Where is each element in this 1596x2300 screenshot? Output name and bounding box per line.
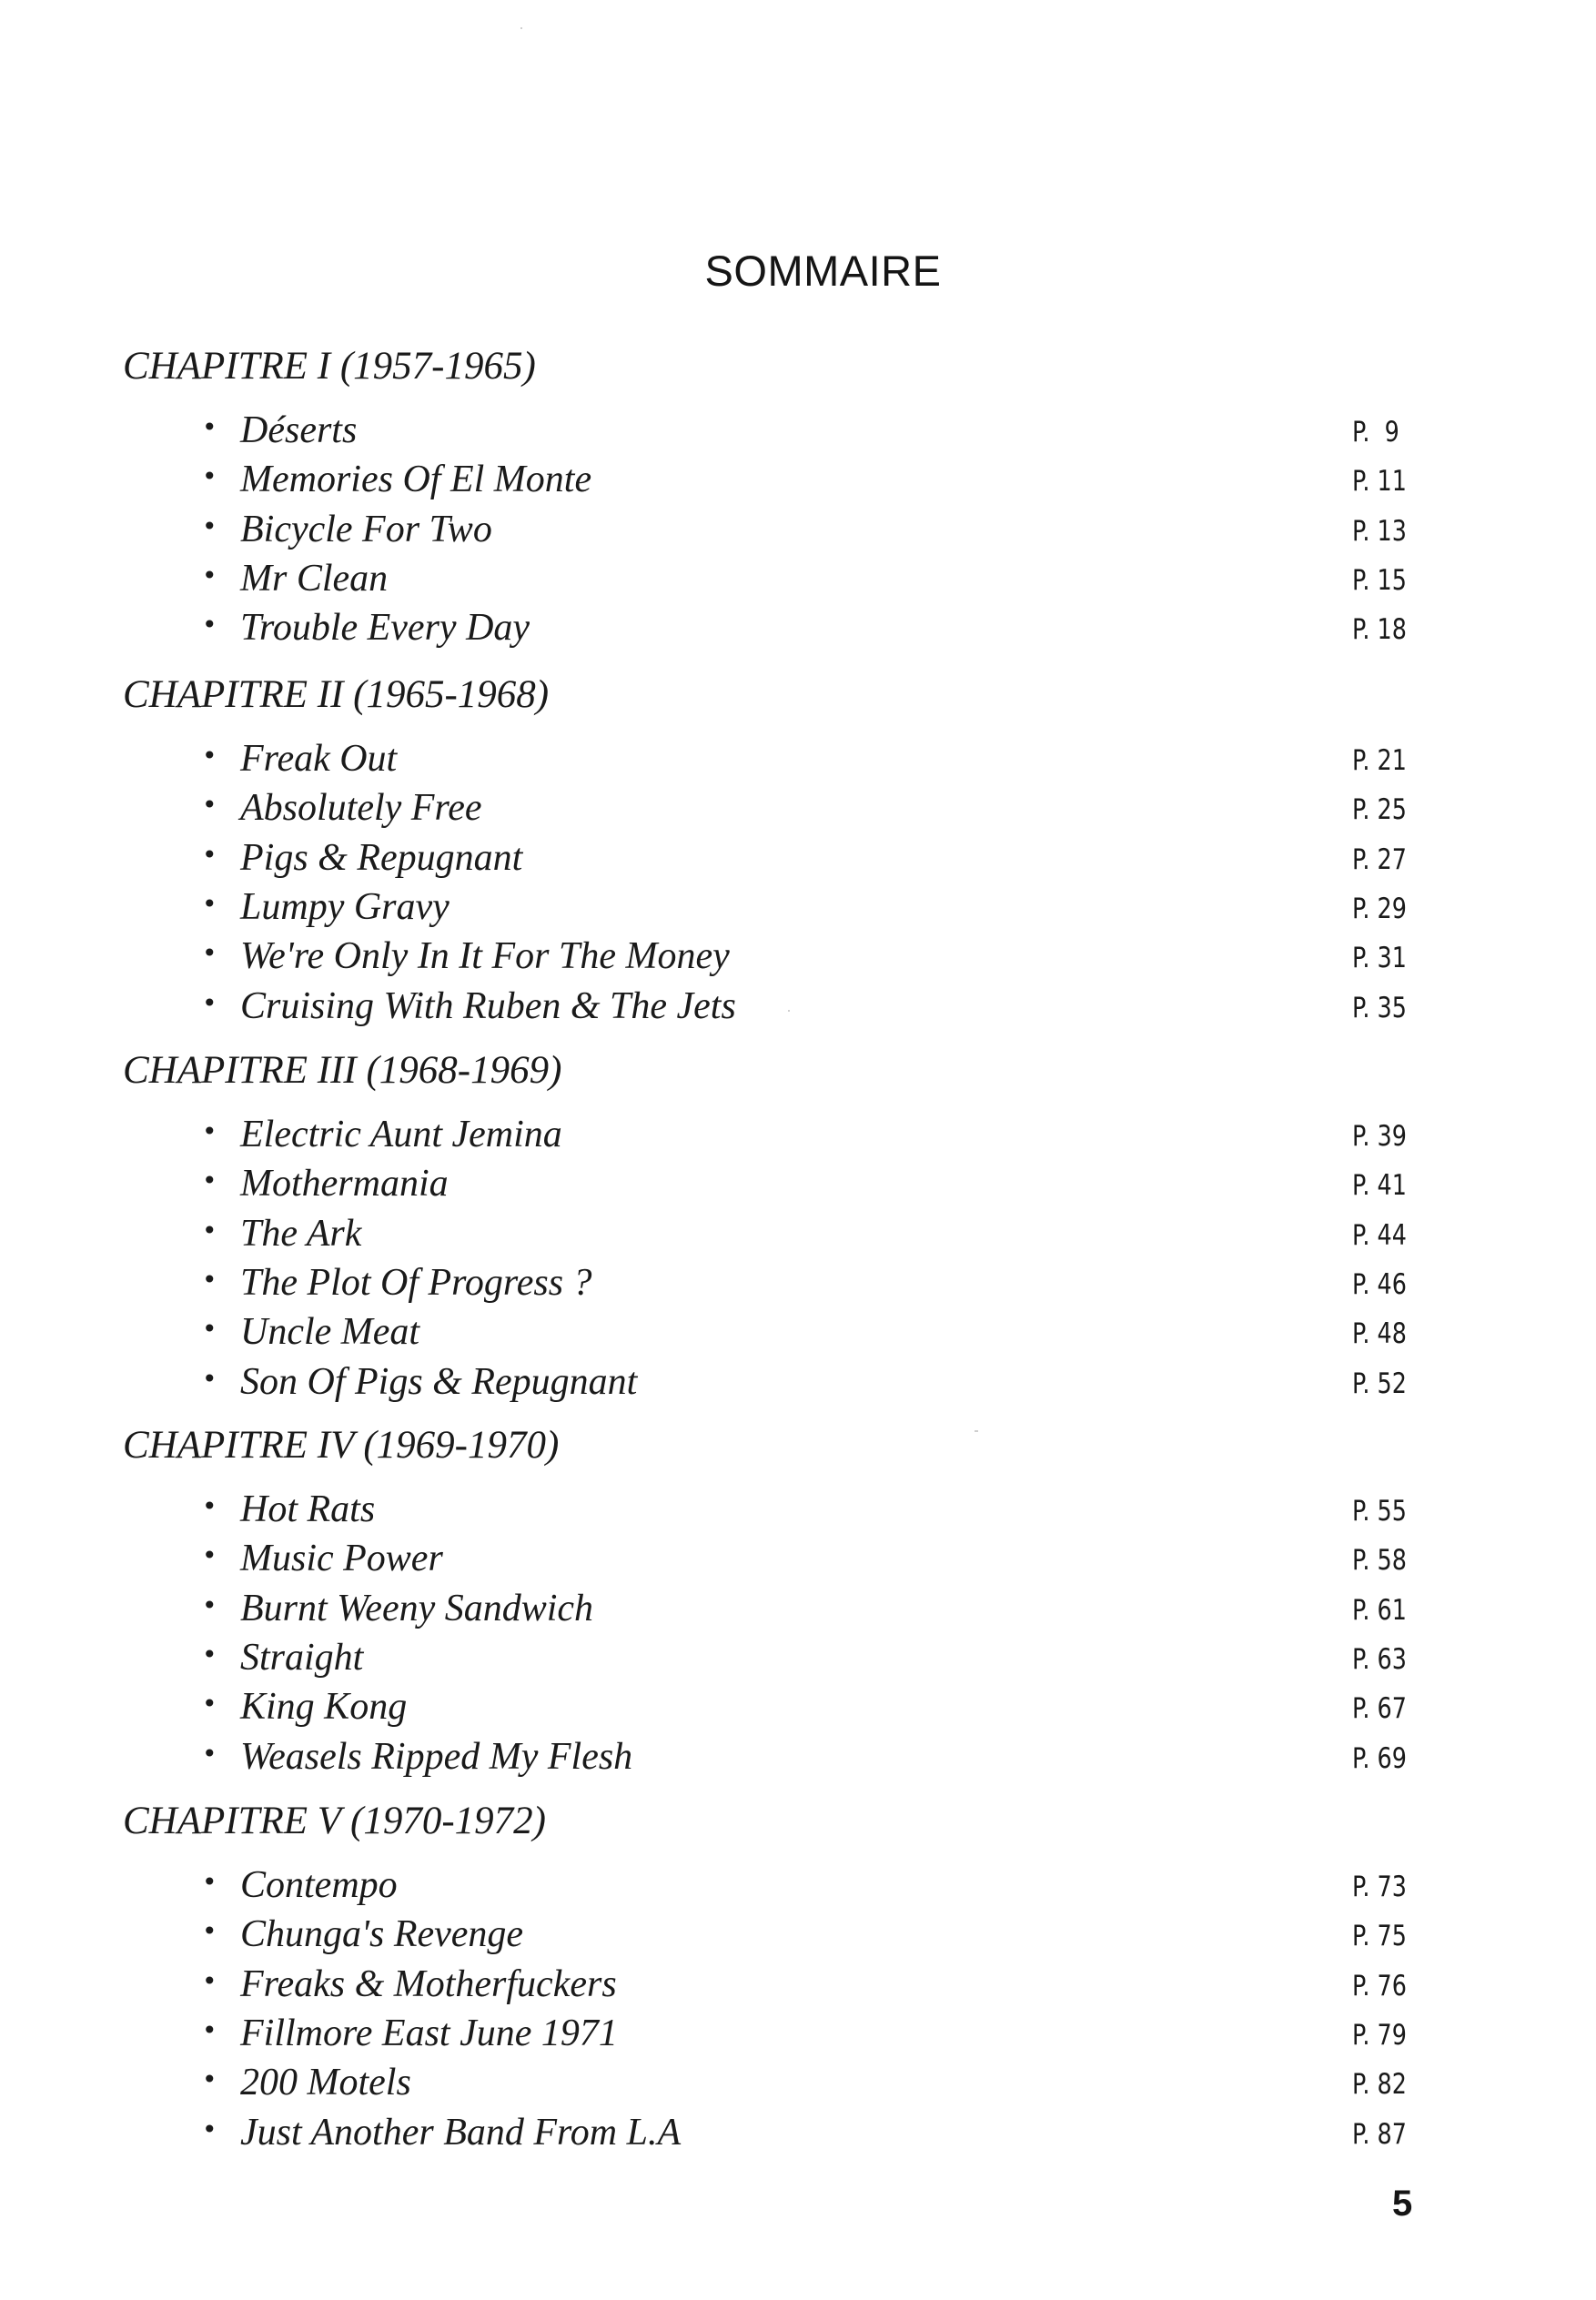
- toc-entry: [0, 1261, 1596, 1310]
- chapter-heading: CHAPITRE III (1968-1969): [123, 1049, 562, 1092]
- entry-title: Music Power: [240, 1538, 443, 1580]
- toc-entry: [0, 1863, 1596, 1912]
- entry-page-number: P. 52: [1352, 1367, 1407, 1400]
- bullet-icon: •: [202, 938, 217, 969]
- entry-page-number: P. 18: [1352, 613, 1407, 647]
- bullet-icon: •: [202, 1215, 217, 1246]
- chapter-heading: CHAPITRE I (1957-1965): [123, 345, 536, 388]
- toc-entry: [0, 1636, 1596, 1685]
- entry-title: The Ark: [240, 1212, 362, 1255]
- bullet-icon: •: [202, 839, 217, 870]
- toc-entry: [0, 1310, 1596, 1359]
- toc-entry: [0, 1587, 1596, 1636]
- entry-page-number: P. 46: [1352, 1267, 1407, 1301]
- entry-title: Absolutely Free: [240, 787, 482, 830]
- bullet-icon: •: [202, 741, 217, 771]
- entry-page-number: P. 73: [1352, 1871, 1407, 1903]
- entry-title: Memories Of El Monte: [240, 459, 592, 501]
- bullet-icon: •: [202, 1314, 217, 1345]
- bullet-icon: •: [202, 1363, 217, 1394]
- toc-entry: [0, 1162, 1596, 1211]
- entry-title: Trouble Every Day: [240, 607, 530, 650]
- bullet-icon: •: [202, 888, 217, 919]
- toc-entry: [0, 1212, 1596, 1261]
- entry-page-number: P. 21: [1352, 744, 1407, 777]
- toc-entry: [0, 934, 1596, 984]
- bullet-icon: •: [202, 1965, 217, 1996]
- bullet-icon: •: [202, 2014, 217, 2045]
- entry-title: Straight: [240, 1636, 364, 1679]
- entry-page-number: P. 55: [1352, 1495, 1407, 1528]
- entry-page-number: P. 27: [1352, 842, 1407, 876]
- entry-title: Cruising With Ruben & The Jets: [240, 984, 736, 1027]
- toc-entry: [0, 458, 1596, 507]
- toc-entry: [0, 836, 1596, 885]
- toc-entry: [0, 2012, 1596, 2061]
- toc-entry: [0, 1360, 1596, 1409]
- bullet-icon: •: [202, 510, 217, 541]
- bullet-icon: •: [202, 412, 217, 442]
- entry-page-number: P. 69: [1352, 1741, 1407, 1775]
- scan-speck: [788, 1010, 790, 1012]
- entry-page-number: P. 48: [1352, 1317, 1407, 1351]
- entry-title: Electric Aunt Jemina: [240, 1114, 562, 1155]
- bullet-icon: •: [202, 1689, 217, 1720]
- entry-page-number: P. 63: [1352, 1642, 1407, 1676]
- bullet-icon: •: [202, 2113, 217, 2144]
- toc-entry: [0, 885, 1596, 934]
- entry-page-number: P. 76: [1352, 1969, 1407, 2002]
- entry-title: Bicycle For Two: [240, 508, 492, 550]
- scan-speck: [975, 1430, 978, 1432]
- entry-title: Weasels Ripped My Flesh: [240, 1735, 633, 1778]
- entry-title: Freak Out: [240, 738, 398, 780]
- entry-page-number: P. 35: [1352, 991, 1407, 1024]
- entry-page-number: P. 58: [1352, 1544, 1407, 1578]
- bullet-icon: •: [202, 1540, 217, 1571]
- entry-page-number: P. 25: [1352, 793, 1407, 827]
- scan-speck: [520, 27, 522, 29]
- bullet-icon: •: [202, 1264, 217, 1295]
- entry-page-number: P. 31: [1352, 942, 1407, 975]
- toc-entry: [0, 786, 1596, 835]
- toc-entry: [0, 606, 1596, 655]
- toc-entry: [0, 1488, 1596, 1537]
- entry-title: The Plot Of Progress ?: [240, 1261, 592, 1304]
- entry-page-number: P. 75: [1352, 1920, 1407, 1953]
- entry-page-number: P. 15: [1352, 563, 1407, 597]
- chapter-heading: CHAPITRE V (1970-1972): [123, 1800, 546, 1842]
- entry-title: Chunga's Revenge: [240, 1913, 524, 1956]
- entry-page-number: P. 87: [1352, 2117, 1407, 2151]
- entry-title: We're Only In It For The Money: [240, 935, 730, 978]
- toc-entry: [0, 1113, 1596, 1162]
- bullet-icon: •: [202, 987, 217, 1018]
- bullet-icon: •: [202, 1491, 217, 1521]
- entry-title: King Kong: [240, 1686, 408, 1729]
- bullet-icon: •: [202, 790, 217, 821]
- entry-title: Mothermania: [240, 1163, 449, 1205]
- toc-entry: [0, 737, 1596, 786]
- page-title: SOMMAIRE: [704, 247, 942, 295]
- bullet-icon: •: [202, 1916, 217, 1947]
- entry-page-number: P. 11: [1352, 465, 1407, 499]
- page-number: 5: [1392, 2184, 1413, 2224]
- chapter-heading: CHAPITRE IV (1969-1970): [123, 1424, 560, 1467]
- entry-page-number: P. 29: [1352, 892, 1407, 925]
- chapter-heading: CHAPITRE II (1965-1968): [123, 673, 550, 716]
- bullet-icon: •: [202, 1589, 217, 1620]
- toc-entry: [0, 1735, 1596, 1784]
- entry-page-number: P. 67: [1352, 1692, 1407, 1726]
- bullet-icon: •: [202, 1165, 217, 1196]
- entry-page-number: P. 13: [1352, 514, 1407, 548]
- bullet-icon: •: [202, 461, 217, 492]
- entry-title: Uncle Meat: [240, 1311, 420, 1354]
- toc-entry: [0, 984, 1596, 1034]
- entry-page-number: P. 44: [1352, 1218, 1407, 1252]
- entry-title: Pigs & Repugnant: [240, 836, 523, 879]
- entry-title: Mr Clean: [240, 557, 389, 600]
- toc-entry: [0, 1537, 1596, 1586]
- entry-title: Fillmore East June 1971: [240, 2012, 618, 2054]
- toc-entry: [0, 1912, 1596, 1962]
- entry-page-number: P. 82: [1352, 2068, 1407, 2102]
- toc-entry: [0, 1962, 1596, 2012]
- entry-title: Hot Rats: [240, 1488, 376, 1530]
- bullet-icon: •: [202, 1867, 217, 1897]
- toc-entry: [0, 2061, 1596, 2110]
- bullet-icon: •: [202, 1116, 217, 1146]
- entry-title: Son Of Pigs & Repugnant: [240, 1360, 638, 1403]
- bullet-icon: •: [202, 560, 217, 590]
- bullet-icon: •: [202, 1639, 217, 1670]
- bullet-icon: •: [202, 1738, 217, 1769]
- toc-entry: [0, 1685, 1596, 1734]
- entry-page-number: P. 61: [1352, 1593, 1407, 1627]
- entry-title: Déserts: [240, 409, 358, 451]
- entry-page-number: P. 39: [1352, 1120, 1407, 1153]
- entry-page-number: P. 9: [1352, 416, 1399, 449]
- entry-page-number: P. 79: [1352, 2018, 1407, 2052]
- toc-entry: [0, 557, 1596, 606]
- entry-title: Contempo: [240, 1864, 398, 1906]
- toc-entry: [0, 2111, 1596, 2160]
- entry-title: 200 Motels: [240, 2062, 411, 2104]
- toc-entry: [0, 409, 1596, 458]
- entry-title: Lumpy Gravy: [240, 885, 450, 928]
- entry-title: Burnt Weeny Sandwich: [240, 1587, 594, 1629]
- entry-title: Freaks & Motherfuckers: [240, 1962, 617, 2005]
- entry-page-number: P. 41: [1352, 1169, 1407, 1203]
- bullet-icon: •: [202, 610, 217, 641]
- entry-title: Just Another Band From L.A: [240, 2111, 682, 2154]
- toc-entry: [0, 508, 1596, 557]
- bullet-icon: •: [202, 2064, 217, 2095]
